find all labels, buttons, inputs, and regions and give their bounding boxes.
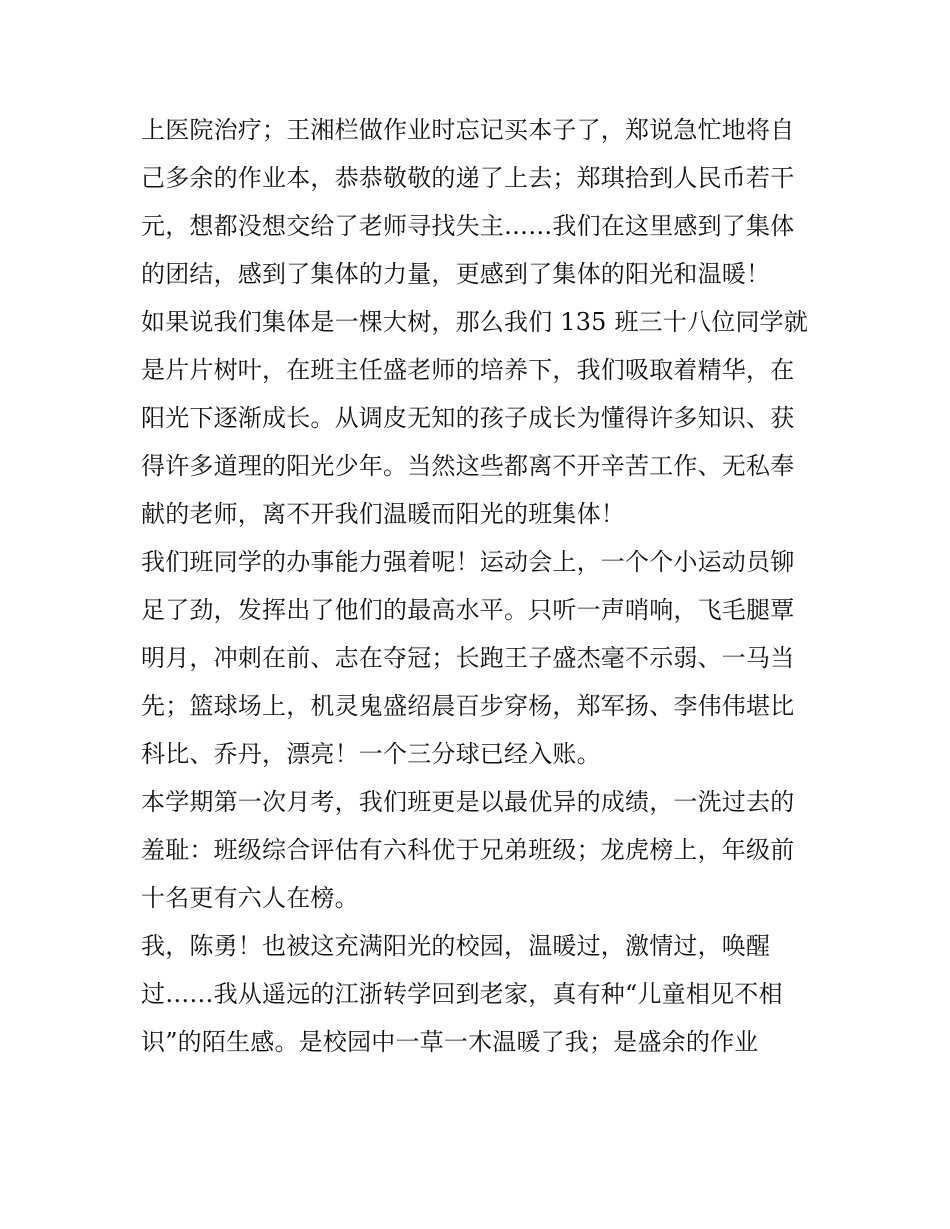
- text-line: 科比、乔丹，漂亮！一个三分球已经入账。: [141, 740, 601, 768]
- text-line: 献的老师，离不开我们温暖而阳光的班集体！: [141, 500, 625, 528]
- text-line: 是片片树叶，在班主任盛老师的培养下，我们吸取着精华，在: [141, 356, 795, 384]
- text-line: 的团结，感到了集体的力量，更感到了集体的阳光和温暖！: [141, 260, 771, 288]
- text-line: 我，陈勇！也被这充满阳光的校园，温暖过，激情过，唤醒: [141, 932, 771, 960]
- text-line: 上医院治疗；王湘栏做作业时忘记买本子了，郑说急忙地将自: [141, 116, 795, 144]
- text-line: 羞耻：班级综合评估有六科优于兄弟班级；龙虎榜上，年级前: [141, 836, 795, 864]
- text-line: 如果说我们集体是一棵大树，那么我们 135 班三十八位同学就: [141, 308, 809, 336]
- text-line: 识”的陌生感。是校园中一草一木温暖了我；是盛余的作业: [141, 1028, 759, 1056]
- text-line: 阳光下逐渐成长。从调皮无知的孩子成长为懂得许多知识、获: [141, 404, 795, 432]
- text-line: 十名更有六人在榜。: [141, 884, 359, 912]
- text-line: 本学期第一次月考，我们班更是以最优异的成绩，一洗过去的: [141, 788, 795, 816]
- text-line: 先；篮球场上，机灵鬼盛绍晨百步穿杨，郑军扬、李伟伟堪比: [141, 692, 795, 720]
- text-line: 足了劲，发挥出了他们的最高水平。只听一声哨响，飞毛腿覃: [141, 596, 795, 624]
- text-line: 得许多道理的阳光少年。当然这些都离不开辛苦工作、无私奉: [141, 452, 795, 480]
- text-line: 我们班同学的办事能力强着呢！运动会上，一个个小运动员铆: [141, 548, 795, 576]
- body-text: [141, 106, 821, 1066]
- text-line: 己多余的作业本，恭恭敬敬的递了上去；郑琪拾到人民币若干: [141, 164, 795, 192]
- text-line: 过……我从遥远的江浙转学回到老家，真有种“儿童相见不相: [141, 980, 783, 1008]
- text-line: 明月，冲刺在前、志在夺冠；长跑王子盛杰毫不示弱、一马当: [141, 644, 795, 672]
- text-line: 元，想都没想交给了老师寻找失主……我们在这里感到了集体: [141, 212, 795, 240]
